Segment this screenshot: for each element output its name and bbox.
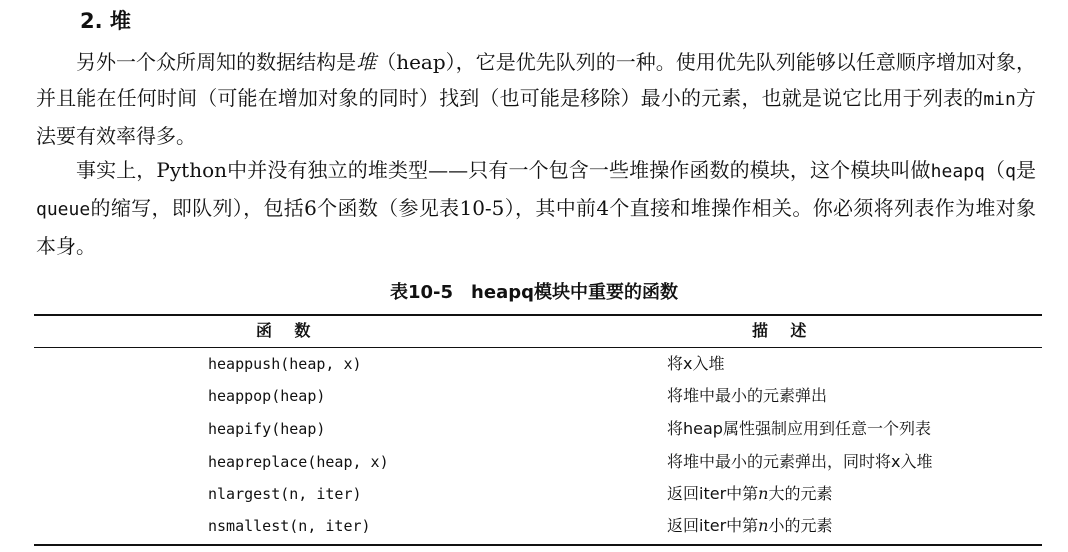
table-top-rule (34, 314, 1042, 316)
table-row (34, 413, 1042, 445)
description-text: 返回iter中第 (667, 516, 759, 535)
table-row (34, 510, 1042, 542)
paragraph-heapq-module (36, 152, 1036, 264)
description-variable: n (758, 516, 769, 535)
description-cell (667, 446, 932, 478)
code-heapq: heapq (930, 161, 985, 182)
table-bottom-rule (34, 544, 1042, 546)
function-cell: nlargest(n, iter) (208, 485, 362, 503)
text-run: 是 (1015, 158, 1037, 182)
function-cell: heappop(heap) (208, 387, 326, 405)
code-q: q (1005, 161, 1016, 182)
function-cell: heapify(heap) (208, 420, 326, 438)
description-text: 将堆中最小的元素弹出，同时将x入堆 (667, 452, 933, 471)
description-text: 返回iter中第 (667, 484, 759, 503)
function-cell: heappush(heap, x) (208, 355, 362, 373)
description-cell (667, 478, 832, 510)
description-text: 将heap属性强制应用到任意一个列表 (667, 419, 931, 438)
description-text: 小的元素 (768, 516, 833, 535)
description-cell (667, 413, 931, 445)
table-caption: 表10-5 heapq模块中重要的函数 (390, 282, 678, 303)
description-text: 大的元素 (768, 484, 833, 503)
table-header-function: 函 数 (256, 321, 314, 340)
table-header-description: 描 述 (752, 321, 810, 340)
term-heap: 堆 (356, 50, 377, 74)
function-cell: heapreplace(heap, x) (208, 453, 389, 471)
table-row (34, 446, 1042, 478)
description-variable: n (758, 484, 769, 503)
text-run: 事实上，Python中并没有独立的堆类型——只有一个包含一些堆操作函数的模块，这个模块叫做 (76, 158, 931, 182)
description-cell (667, 348, 724, 380)
text-run: （heap），它是优先队列的一种。使用优先队列能够以任意顺序增加对象，并且能在任何时间（可能在增加对象的同时）找到（也可能是移除）最小的元素，也就是说它比用于列表的 (36, 50, 1036, 110)
description-text: 将x入堆 (667, 354, 725, 373)
description-text: 将堆中最小的元素弹出 (667, 386, 828, 405)
paragraph-heap-intro (36, 44, 1036, 154)
text-run: 另外一个众所周知的数据结构是 (76, 50, 357, 74)
text-run: （ (984, 158, 1006, 182)
code-queue: queue (36, 199, 91, 220)
section-title: 2. 堆 (80, 9, 131, 33)
code-min: min (983, 89, 1016, 110)
table-row (34, 380, 1042, 412)
function-cell: nsmallest(n, iter) (208, 517, 371, 535)
description-cell (667, 380, 827, 412)
text-run: 的缩写，即队列），包括6个函数（参见表10-5），其中前4个直接和堆操作相关。你必须将列表作为堆对象本身。 (36, 196, 1036, 258)
table-row (34, 348, 1042, 380)
table-row (34, 478, 1042, 510)
description-cell (667, 510, 832, 542)
text-run: 方法要有效率得多。 (36, 86, 1037, 148)
